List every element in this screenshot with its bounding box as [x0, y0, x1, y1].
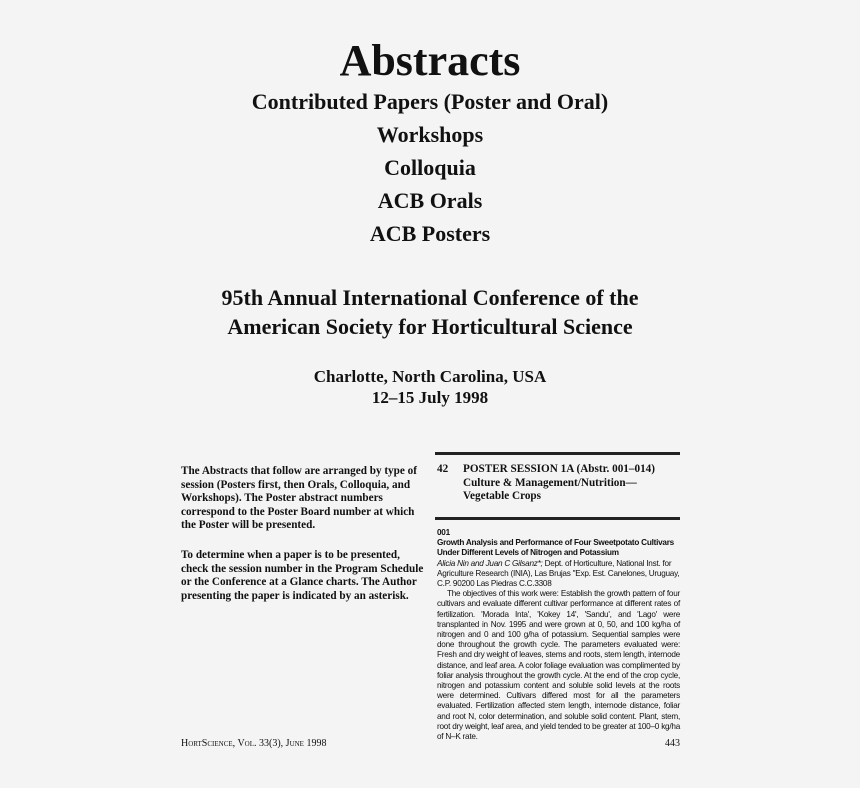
intro-paragraph-schedule: To determine when a paper is to be presented, check the session number in the Program Schedule or the Conference at a Glance charts. The Author presenting the paper is indicated by an asterisk.	[181, 549, 424, 602]
subtitle-contributed-papers: Contributed Papers (Poster and Oral)	[251, 89, 609, 114]
conference-name-line2: American Society for Horticultural Science	[227, 314, 633, 339]
session-number: 42	[437, 463, 449, 475]
footer-journal-citation: HortScience, Vol. 33(3), June 1998	[181, 738, 327, 749]
subtitle-acb-orals: ACB Orals	[377, 188, 483, 213]
abstract-byline	[437, 559, 680, 590]
subtitle-workshops: Workshops	[376, 122, 484, 147]
footer-page-number: 443	[665, 738, 680, 749]
intro-paragraph-arrangement: The Abstracts that follow are arranged by type of session (Posters first, then Orals, Colloquia, and Workshops). The Poster abstract numbers correspond to the Poster Board number at which the Poster will be presented.	[181, 465, 417, 532]
conference-location: Charlotte, North Carolina, USA	[313, 367, 547, 386]
abstract-id: 001	[437, 528, 450, 537]
session-topic: Culture & Management/Nutrition— Vegetable Crops	[463, 476, 637, 503]
session-top-rule	[435, 452, 680, 455]
session-title: POSTER SESSION 1A (Abstr. 001–014)	[463, 463, 655, 475]
abstract-authors: Alicia Nin and Juan C Gilsanz*;	[437, 558, 543, 568]
session-bottom-rule	[435, 517, 680, 520]
subtitle-colloquia: Colloquia	[384, 155, 476, 180]
abstract-affiliation: Dept. of Horticulture, National Inst. for Agriculture Research (INIA), Las Brujas "Exp. Est. Canelones, Uruguay, C.P. 90200 Las Piedras C.C.3308	[437, 558, 680, 589]
conference-dates: 12–15 July 1998	[371, 388, 489, 407]
page-title: Abstracts	[339, 36, 521, 85]
abstract-001	[437, 528, 680, 742]
abstract-body: The objectives of this work were: Establish the growth pattern of four cultivars and evaluate different cultivar performance at different rates of fertilization. 'Morada Inta', 'Kokey 14', 'Sandu', and 'Lago' were transplanted in Nov. 1995 and were grown at 0, 50, and 100 kg/ha of nitrogen and 0 and 100 g/ha of potassium. Sequential samples were done throughout the growth cycle. The parameters evaluated were: Fresh and dry weight of leaves, stems and roots, stem length, internode distance, and leaf area. A color foliage evaluation was complimented by foliar analysis throughout the growth cycle. At the end of the crop cycle, nitrogen and potassium content and soluble solid levels at the roots were determined. Cultivars differed most for all the parameters evaluated. Fertilization affected stem length, internode distance, foliar and root N, color determination, and soluble solid content. Plant, stem, root dry weight, leaf area, and yield tended to be greater at 100–0 kg/ha of N–K rate.	[437, 589, 680, 742]
abstract-title: Growth Analysis and Performance of Four Sweetpotato Cultivars Under Different Levels of Nitrogen and Potassium	[437, 538, 674, 558]
subtitle-acb-posters: ACB Posters	[369, 221, 491, 246]
session-text	[463, 463, 680, 504]
conference-name-line1: 95th Annual International Conference of the	[221, 285, 639, 310]
